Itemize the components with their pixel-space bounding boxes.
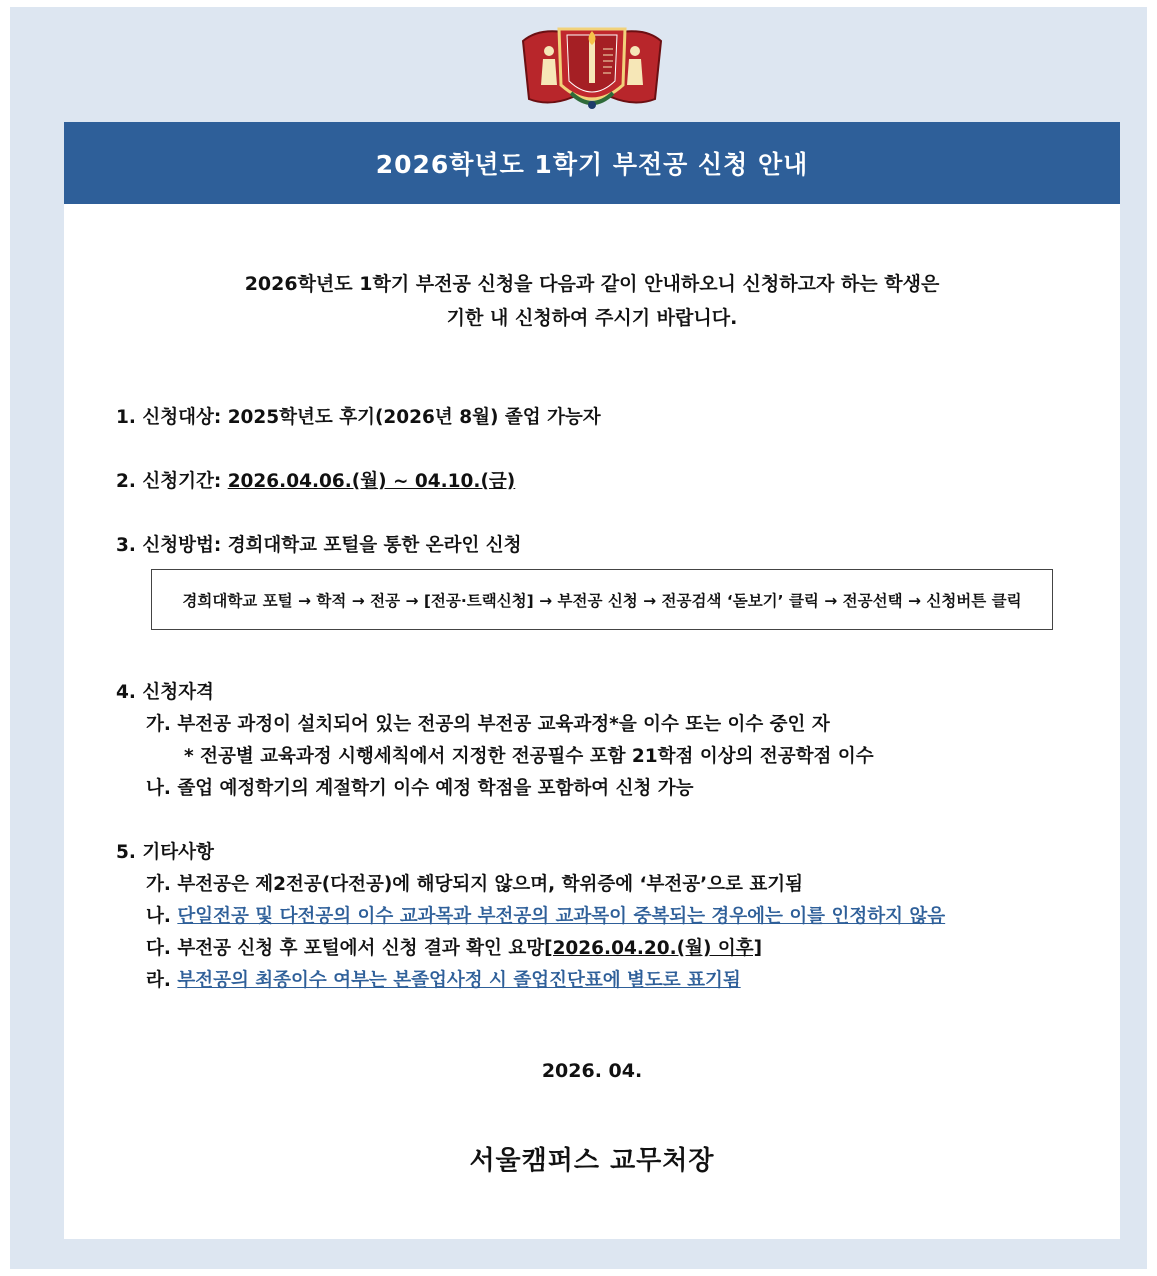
item-method-value: 경희대학교 포털을 통한 온라인 신청 (227, 535, 522, 556)
university-emblem-icon (519, 19, 665, 115)
item-method (116, 531, 522, 557)
item-period-value: 2026.04.06.(월) ~ 04.10.(금) (227, 471, 516, 492)
other-heading: 5. 기타사항 (116, 842, 214, 863)
eligibility-b: 나. 졸업 예정학기의 계절학기 이수 예정 학점을 포함하여 신청 가능 (146, 778, 694, 799)
intro-text (64, 267, 1120, 335)
item-method-label: 3. 신청방법: (116, 535, 222, 556)
other-d-prefix: 라. (146, 970, 178, 991)
item-target (116, 403, 601, 429)
notice-signer: 서울캠퍼스 교무처장 (469, 1146, 715, 1176)
eligibility-a-note: * 전공별 교육과정 시행세칙에서 지정한 전공필수 포함 21학점 이상의 전공학점 이수 (184, 746, 874, 767)
item-target-label: 1. 신청대상: (116, 407, 222, 428)
page-frame (10, 7, 1147, 1269)
other-a: 가. 부전공은 제2전공(다전공)에 해당되지 않으며, 학위증에 ‘부전공’으로 표기됨 (146, 874, 803, 895)
other-d-text: 부전공의 최종이수 여부는 본졸업사정 시 졸업진단표에 별도로 표기됨 (177, 970, 741, 991)
other-c-date: [2026.04.20.(월) 이후] (544, 938, 763, 959)
process-box: 경희대학교 포털 → 학적 → 전공 → [전공·트랙신청] → 부전공 신청 → 전공검색 ‘돋보기’ 클릭 → 전공선택 → 신청버튼 클릭 (151, 569, 1053, 630)
intro-line-1: 2026학년도 1학기 부전공 신청을 다음과 같이 안내하오니 신청하고자 하는 학생은 (244, 273, 940, 295)
item-period-label: 2. 신청기간: (116, 471, 222, 492)
eligibility-a: 가. 부전공 과정이 설치되어 있는 전공의 부전공 교육과정*을 이수 또는 이수 중인 자 (146, 714, 830, 735)
other-b (146, 902, 945, 928)
other-b-text: 단일전공 및 다전공의 이수 교과목과 부전공의 교과목이 중복되는 경우에는 이를 인정하지 않음 (177, 906, 946, 927)
notice-title: 2026학년도 1학기 부전공 신청 안내 (64, 122, 1120, 204)
other-c-prefix: 다. 부전공 신청 후 포털에서 신청 결과 확인 요망 (146, 938, 545, 959)
other-d (146, 966, 741, 992)
notice-date: 2026. 04. (541, 1060, 643, 1082)
other-b-prefix: 나. (146, 906, 178, 927)
other-c (146, 934, 762, 960)
item-target-value: 2025학년도 후기(2026년 8월) 졸업 가능자 (227, 407, 601, 428)
item-period (116, 467, 515, 493)
notice-card (64, 122, 1120, 1239)
eligibility-heading: 4. 신청자격 (116, 682, 214, 703)
intro-line-2: 기한 내 신청하여 주시기 바랍니다. (446, 307, 738, 329)
